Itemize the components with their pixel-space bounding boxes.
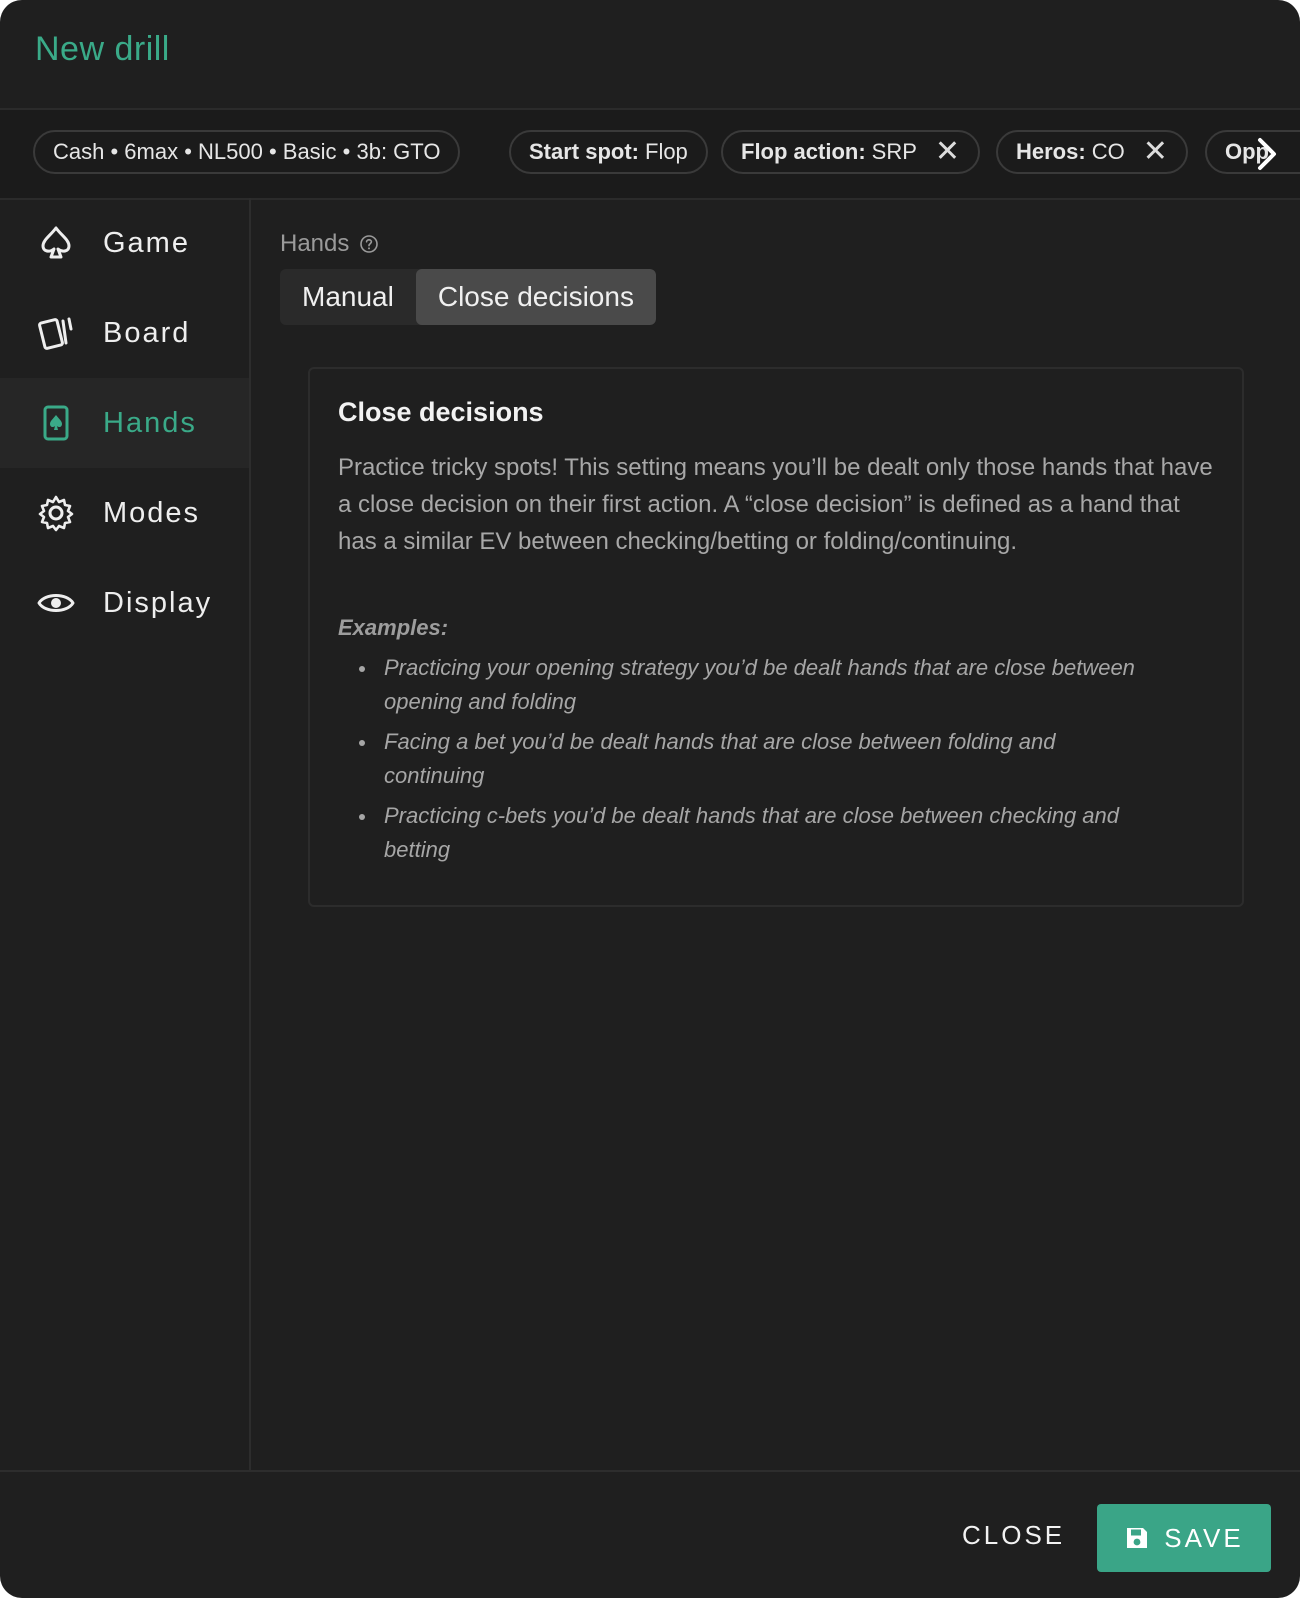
dialog-footer — [0, 1470, 1300, 1598]
sidebar — [0, 198, 251, 1470]
sidebar-item-display[interactable] — [0, 558, 249, 648]
eye-icon — [36, 583, 76, 623]
examples-list — [338, 651, 1158, 873]
chip-value: SRP — [871, 139, 917, 164]
chip-label: Flop action: — [741, 139, 866, 164]
chip-value: CO — [1091, 139, 1125, 164]
examples-title: Examples: — [338, 615, 449, 640]
floppy-disk-icon — [1124, 1525, 1150, 1551]
hand-card-icon — [36, 403, 76, 443]
chip-heros[interactable] — [996, 130, 1188, 174]
sidebar-item-modes[interactable] — [0, 468, 249, 558]
hands-mode-toggle — [280, 269, 656, 325]
chip-label: Opp — [1225, 139, 1269, 164]
dialog-title: New drill — [35, 30, 170, 68]
card-description: Practice tricky spots! This setting means you’ll be dealt only those hands that have a close decision on their first action. A “close decision” is defined as a hand that has a similar EV between checking/betting or folding/continuing. — [338, 454, 1213, 555]
chip-value: Flop — [645, 139, 688, 164]
chip-label: Start spot: — [529, 139, 639, 164]
chip-value: Cash • 6max • NL500 • Basic • 3b: GTO — [53, 139, 441, 164]
chip-flop-action[interactable] — [721, 130, 980, 174]
sidebar-item-label: Modes — [103, 496, 201, 529]
chip-label: Heros: — [1016, 139, 1086, 164]
list-item: Practicing c-bets you’d be dealt hands that are close between checking and betting — [338, 799, 1158, 867]
close-button[interactable]: CLOSE — [962, 1520, 1066, 1550]
gear-icon — [36, 493, 76, 533]
sidebar-item-label: Display — [103, 586, 213, 619]
sidebar-item-label: Game — [103, 226, 190, 259]
manual-toggle-button[interactable]: Manual — [302, 281, 394, 312]
sidebar-item-label: Board — [103, 316, 191, 349]
hands-section-label — [280, 230, 379, 258]
close-decisions-toggle-button[interactable]: Close decisions — [416, 269, 656, 325]
hands-label: Hands — [280, 230, 350, 257]
spade-icon — [36, 223, 76, 263]
sidebar-item-board[interactable] — [0, 288, 249, 378]
close-icon[interactable]: ✕ — [934, 135, 961, 168]
filter-chip-bar — [0, 108, 1300, 200]
save-button[interactable] — [1097, 1504, 1271, 1572]
help-icon[interactable] — [359, 234, 379, 254]
list-item: Practicing your opening strategy you’d be dealt hands that are close between opening and folding — [338, 651, 1158, 719]
chip-game-summary[interactable] — [33, 130, 460, 174]
sidebar-item-hands[interactable] — [0, 378, 249, 468]
close-decisions-info-card — [308, 367, 1244, 907]
list-item: Facing a bet you’d be dealt hands that are close between folding and continuing — [338, 725, 1158, 793]
close-icon[interactable]: ✕ — [1142, 135, 1168, 168]
sidebar-item-label: Hands — [103, 406, 197, 439]
cards-icon — [36, 313, 76, 353]
card-title: Close decisions — [338, 397, 544, 427]
sidebar-item-game[interactable] — [0, 198, 249, 288]
chip-start-spot[interactable] — [509, 130, 708, 174]
save-button-label: SAVE — [1164, 1522, 1244, 1553]
chevron-right-icon[interactable] — [1252, 134, 1282, 174]
